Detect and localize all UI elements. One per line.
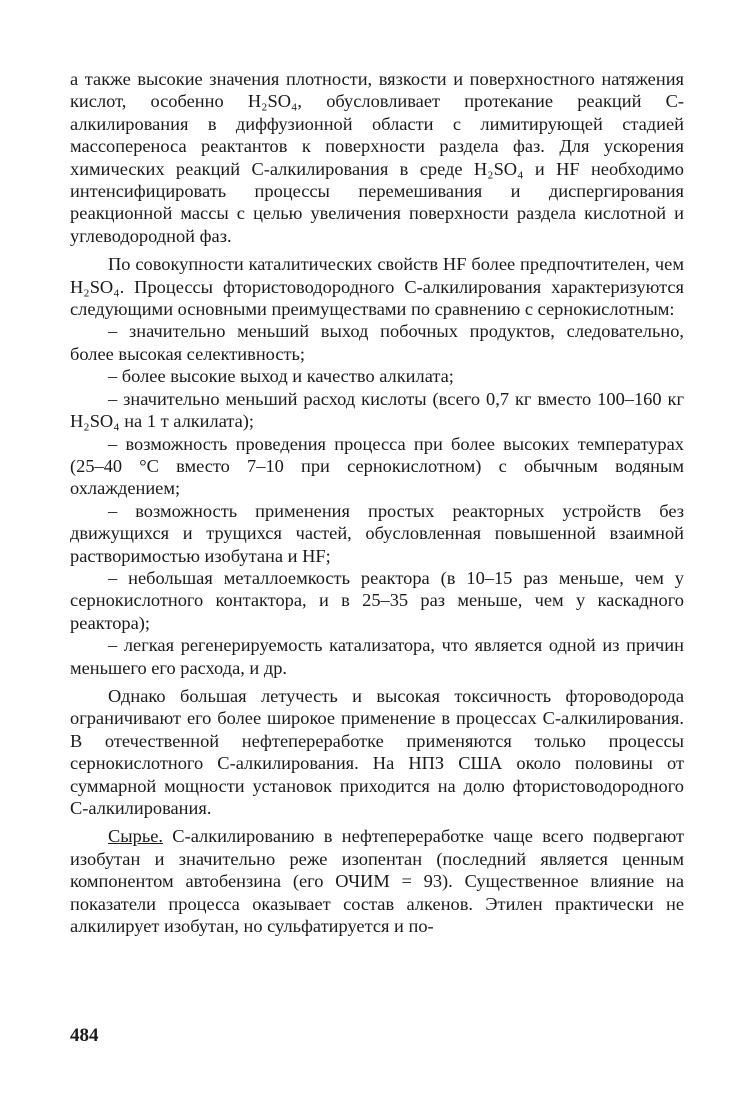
list-item: – более высокие выход и качество алкилата; xyxy=(108,366,454,387)
paragraph-hf-drawbacks: Однако большая летучесть и высокая токсичность фтороводорода ограничивают его более широкое применение в процессах С-алкилирования. В отечественной нефтепереработке применяются только процессы сернокислотного С-алкилирования. На НПЗ США около половины от суммарной мощности установок приходится на долю фтористоводородного С-алкилирования. xyxy=(70,685,684,818)
section-heading-feedstock: Сырье. xyxy=(108,826,163,847)
list-item: – значительно меньший выход побочных продуктов, следовательно, более высокая селективность; xyxy=(70,321,684,364)
feedstock-text: С-алкилированию в нефтепереработке чаще всего подвергают изобутан и значительно реже изопентан (последний является ценным компонентом автобензина (его ОЧИМ = 93). Существенное влияние на показатели процесса оказывает состав алкенов. Этилен практически не алкилирует изобутан, но сульфатируется и по- xyxy=(70,826,684,937)
list-item: – возможность проведения процесса при более высоких температурах (25–40 °С вместо 7–10 при сернокислотном) с обычным водяным охлаждением; xyxy=(70,433,684,499)
list-item: – легкая регенерируемость катализатора, что является одной из причин меньшего его расхода, и др. xyxy=(70,635,684,678)
list-item: – небольшая металлоемкость реактора (в 10–15 раз меньше, чем у сернокислотного контактора, и в 25–35 раз меньше, чем у каскадного реактора); xyxy=(70,567,684,633)
list-item: – значительно меньший расход кислоты (всего 0,7 кг вместо 100–160 кг H₂SO₄ на 1 т алкилата); xyxy=(70,388,684,432)
paragraph-feedstock xyxy=(70,825,684,937)
paragraph-acid-properties: а также высокие значения плотности, вязкости и поверхностного натяжения кислот, особенно H₂SO₄, обусловливает протекание реакций С-алкилирования в диффузионной области с лимитирующей стадией массопереноса реактантов к поверхности раздела фаз. Для ускорения химических реакций С-алкилирования в среде H₂SO₄ и HF необходимо интенсифицировать процессы перемешивания и диспергирования реакционной массы с целью увеличения поверхности раздела кислотной и углеводородной фаз. xyxy=(70,69,684,246)
paragraph-hf-preference: По совокупности каталитических свойств HF более предпочтителен, чем H₂SO₄. Процессы фтористоводородного С-алкилирования характеризуются следующими основными преимуществами по сравнению с сернокислотным: xyxy=(70,254,684,320)
advantages-list xyxy=(70,320,684,679)
page-number: 484 xyxy=(70,1025,99,1046)
body-text xyxy=(70,68,684,937)
list-item: – возможность применения простых реакторных устройств без движущихся и трущихся частей, обусловленная повышенной взаимной растворимостью изобутана и HF; xyxy=(70,500,684,566)
